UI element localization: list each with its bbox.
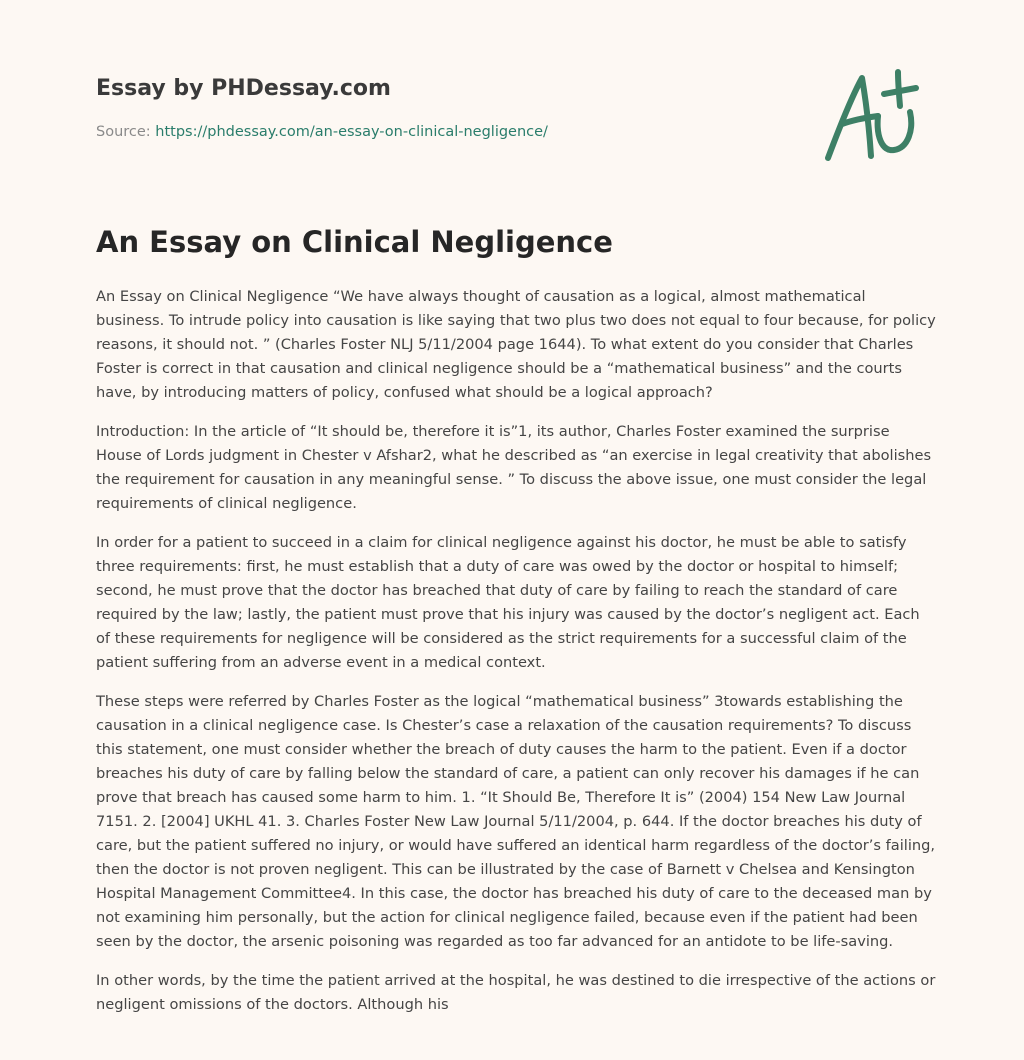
paragraph: In order for a patient to succeed in a claim for clinical negligence against his doctor, he must be able to satisfy three requirements: first, he must establish that a duty of care was owed by the doctor or hospital to himself; second, he must prove that the doctor has breached that duty of care by failing to reach the standard of care required by the law; lastly, the patient must prove that his injury was caused by the doctor’s negligent act. Each of these requirements for negligence will be considered as the strict requirements for a successful claim of the patient suffering from an adverse event in a medical context. <box>96 534 920 671</box>
source-line <box>96 124 548 140</box>
article-title: An Essay on Clinical Negligence <box>96 225 613 259</box>
paragraph: These steps were referred by Charles Foster as the logical “mathematical business” 3towards establishing the causation in a clinical negligence case. Is Chester’s case a relaxation of the causation requirements? To discuss this statement, one must consider whether the breach of duty causes the harm to the patient. Even if a doctor breaches his duty of care by falling below the standard of care, a patient can only recover his damages if he can prove that breach has caused some harm to him. 1. “It Should Be, Therefore It is” (2004) 154 New Law Journal 7151. 2. [2004] UKHL 41. 3. Charles Foster New Law Journal 5/11/2004, p. 644. If the doctor breaches his duty of care, but the patient suffered no injury, or would have suffered an identical harm regardless of the doctor’s failing, then the doctor is not proven negligent. This can be illustrated by the case of Barnett v Chelsea and Kensington Hospital Management Committee4. In this case, the doctor has breached his duty of care to the deceased man by not examining him personally, but the action for clinical negligence failed, because even if the patient had been seen by the doctor, the arsenic poisoning was regarded as too far advanced for an antidote to be life-saving. <box>96 693 936 950</box>
paragraph: In other words, by the time the patient arrived at the hospital, he was destined to die irrespective of the actions or negligent omissions of the doctors. Although his <box>96 972 936 1013</box>
site-brand: Essay by PHDessay.com <box>96 76 391 101</box>
paragraph: Introduction: In the article of “It should be, therefore it is”1, its author, Charles Foster examined the surprise House of Lords judgment in Chester v Afshar2, what he described as “an exercise in legal creativity that abolishes the requirement for causation in any meaningful sense. ” To discuss the above issue, one must consider the legal requirements of clinical negligence. <box>96 423 932 512</box>
source-label: Source: <box>96 124 156 140</box>
source-link[interactable]: https://phdessay.com/an-essay-on-clinical-negligence/ <box>155 124 548 140</box>
article-body <box>96 285 936 1032</box>
a-plus-logo-icon <box>818 66 928 166</box>
paragraph: An Essay on Clinical Negligence “We have always thought of causation as a logical, almost mathematical business. To intrude policy into causation is like saying that two plus two does not equal to four because, for policy reasons, it should not. ” (Charles Foster NLJ 5/11/2004 page 1644). To what extent do you consider that Charles Foster is correct in that causation and clinical negligence should be a “mathematical business” and the courts have, by introducing matters of policy, confused what should be a logical approach? <box>96 288 936 401</box>
